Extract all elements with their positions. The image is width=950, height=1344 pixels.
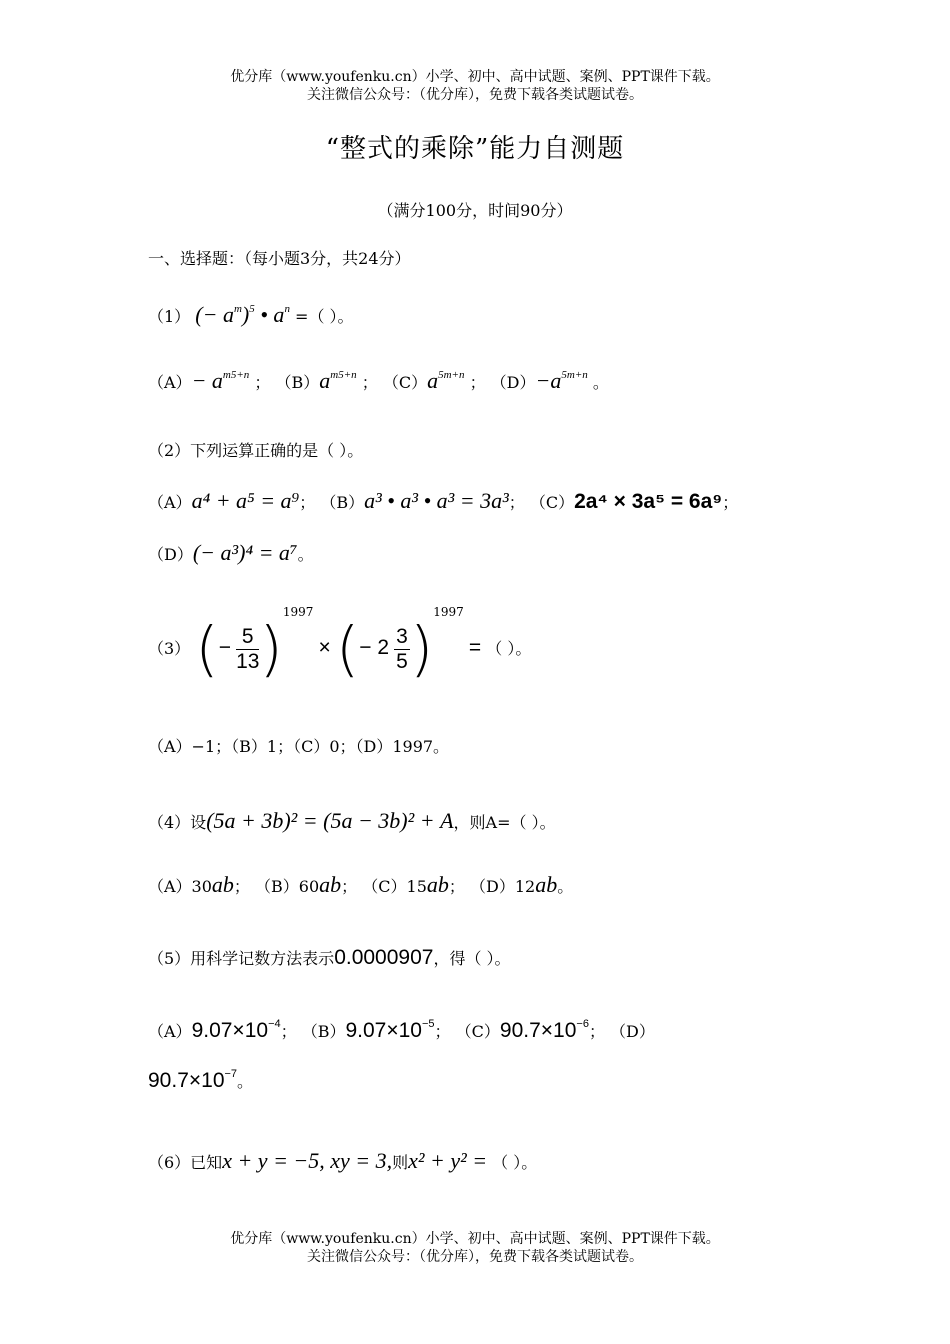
option-a-label: （A） bbox=[148, 373, 192, 392]
option-d: （D）12 bbox=[469, 877, 536, 896]
footer-line-2: 关注微信公众号：（优分库），免费下载各类试题试卷。 bbox=[307, 1249, 643, 1265]
question-number: （1） bbox=[148, 307, 191, 326]
option-b: a³ • a³ • a³ = 3a³ bbox=[364, 488, 509, 513]
question-1 bbox=[148, 302, 354, 328]
q3-tail: （ ）。 bbox=[486, 639, 532, 658]
footer-line-1: 优分库（www.youfenku.cn）小学、初中、高中试题、案例、PPT课件下载。 bbox=[230, 1231, 720, 1247]
question-1-options: $(A)- a^{m5+n}$ ； $(B)a^{m5+n}$ ； $(C)a^{5m+n}$ ； $(D)-a^{5m+n}$ 。 bbox=[148, 368, 609, 393]
q5-value: 0.0000907 bbox=[334, 946, 434, 969]
option-d: $-a^{5m+n}$ bbox=[535, 368, 588, 393]
question-4: （4）设(5a + 3b)² = (5a − 3b)² + A，则A=（ ）。 bbox=[148, 808, 556, 833]
question-5-option-d: $90.7\times 10^{-7}$。 bbox=[148, 1068, 254, 1092]
option-c: （C）15 bbox=[362, 877, 427, 896]
fraction-2: $\frac{3}{5}$ bbox=[396, 625, 408, 673]
question-4-options: （A）30ab； （B）60ab； （C）15ab； （D）12ab。 bbox=[148, 872, 574, 897]
option-b: $a^{m5+n}$ bbox=[319, 368, 357, 393]
option-a: a⁴ + a⁵ = a⁹ bbox=[191, 488, 300, 513]
option-c: 2a⁴ × 3a⁵ = 6a⁹ bbox=[574, 490, 723, 513]
page-subtitle: （满分100分，时间90分） bbox=[377, 201, 573, 220]
q4-expression: (5a + 3b)² = (5a − 3b)² + A bbox=[206, 808, 454, 833]
section-heading: 一、选择题：（每小题3分，共24分） bbox=[148, 249, 411, 268]
question-5-options: $(A)9.07\times 10^{-4}$； $(B)9.07\times 10^{-5}$； $(C)90.7\times 10^{-6}$； （D） bbox=[148, 1018, 655, 1042]
q1-tail: =（ ）。 bbox=[295, 307, 354, 326]
option-b-label: （B） bbox=[275, 373, 320, 392]
fraction-1: $\frac{5}{13}$ bbox=[236, 625, 260, 673]
question-2: （2）下列运算正确的是（ ）。 bbox=[148, 441, 364, 460]
option-a: $9.07\times 10^{-4}$ bbox=[191, 1018, 281, 1042]
header-line-1: 优分库（www.youfenku.cn）小学、初中、高中试题、案例、PPT课件下载。 bbox=[230, 69, 720, 85]
question-5: （5）用科学记数方法表示0.0000907，得（ ）。 bbox=[148, 946, 511, 969]
q6-expression: x² + y² = bbox=[408, 1148, 488, 1173]
option-a: − $a^{m5+n}$ bbox=[191, 368, 250, 393]
option-c: $a^{5m+n}$ bbox=[427, 368, 465, 393]
option-b-label: （B） bbox=[320, 493, 365, 512]
option-a-label: （A） bbox=[148, 493, 192, 512]
q6-condition: x + y = −5, xy = 3, bbox=[222, 1148, 393, 1173]
option-d-label: （D） bbox=[490, 373, 536, 392]
option-c: $90.7\times 10^{-6}$ bbox=[499, 1018, 589, 1042]
question-2-option-d: （D）(− a³)⁴ = a⁷。 bbox=[148, 540, 314, 565]
question-3: （3） (− $\frac{5}{13}$ )$^{1997}$ × (− 2 $\frac{3}{5}$ )$^{1997}$ = （ ）。 bbox=[148, 605, 532, 685]
option-d: $90.7\times 10^{-7}$ bbox=[148, 1068, 238, 1092]
question-6: （6）已知x + y = −5, xy = 3,则x² + y² = （ ）。 bbox=[148, 1148, 538, 1173]
option-b: $9.07\times 10^{-5}$ bbox=[345, 1018, 435, 1042]
question-number: （3） bbox=[148, 639, 191, 658]
question-3-options: （A）−1；（B）1；（C）0；（D）1997。 bbox=[148, 737, 450, 756]
header-line-2: 关注微信公众号：（优分库），免费下载各类试题试卷。 bbox=[307, 87, 643, 103]
option-d-label: （D） bbox=[148, 545, 193, 564]
page-title: “整式的乘除”能力自测题 bbox=[325, 134, 625, 164]
q1-expression: (− $a^m)^5$ • $a^n$ bbox=[195, 302, 290, 327]
option-a: （A）30 bbox=[148, 877, 212, 896]
option-b: （B）60 bbox=[255, 877, 320, 896]
option-d: (− a³)⁴ = a⁷ bbox=[192, 540, 298, 565]
option-c-label: （C） bbox=[529, 493, 575, 512]
header bbox=[0, 68, 950, 104]
footer bbox=[0, 1230, 950, 1266]
option-c-label: （C） bbox=[382, 373, 428, 392]
question-2-options: （A）a⁴ + a⁵ = a⁹； （B）a³ • a³ • a³ = 3a³； （C）2a⁴ × 3a⁵ = 6a⁹； bbox=[148, 488, 739, 513]
